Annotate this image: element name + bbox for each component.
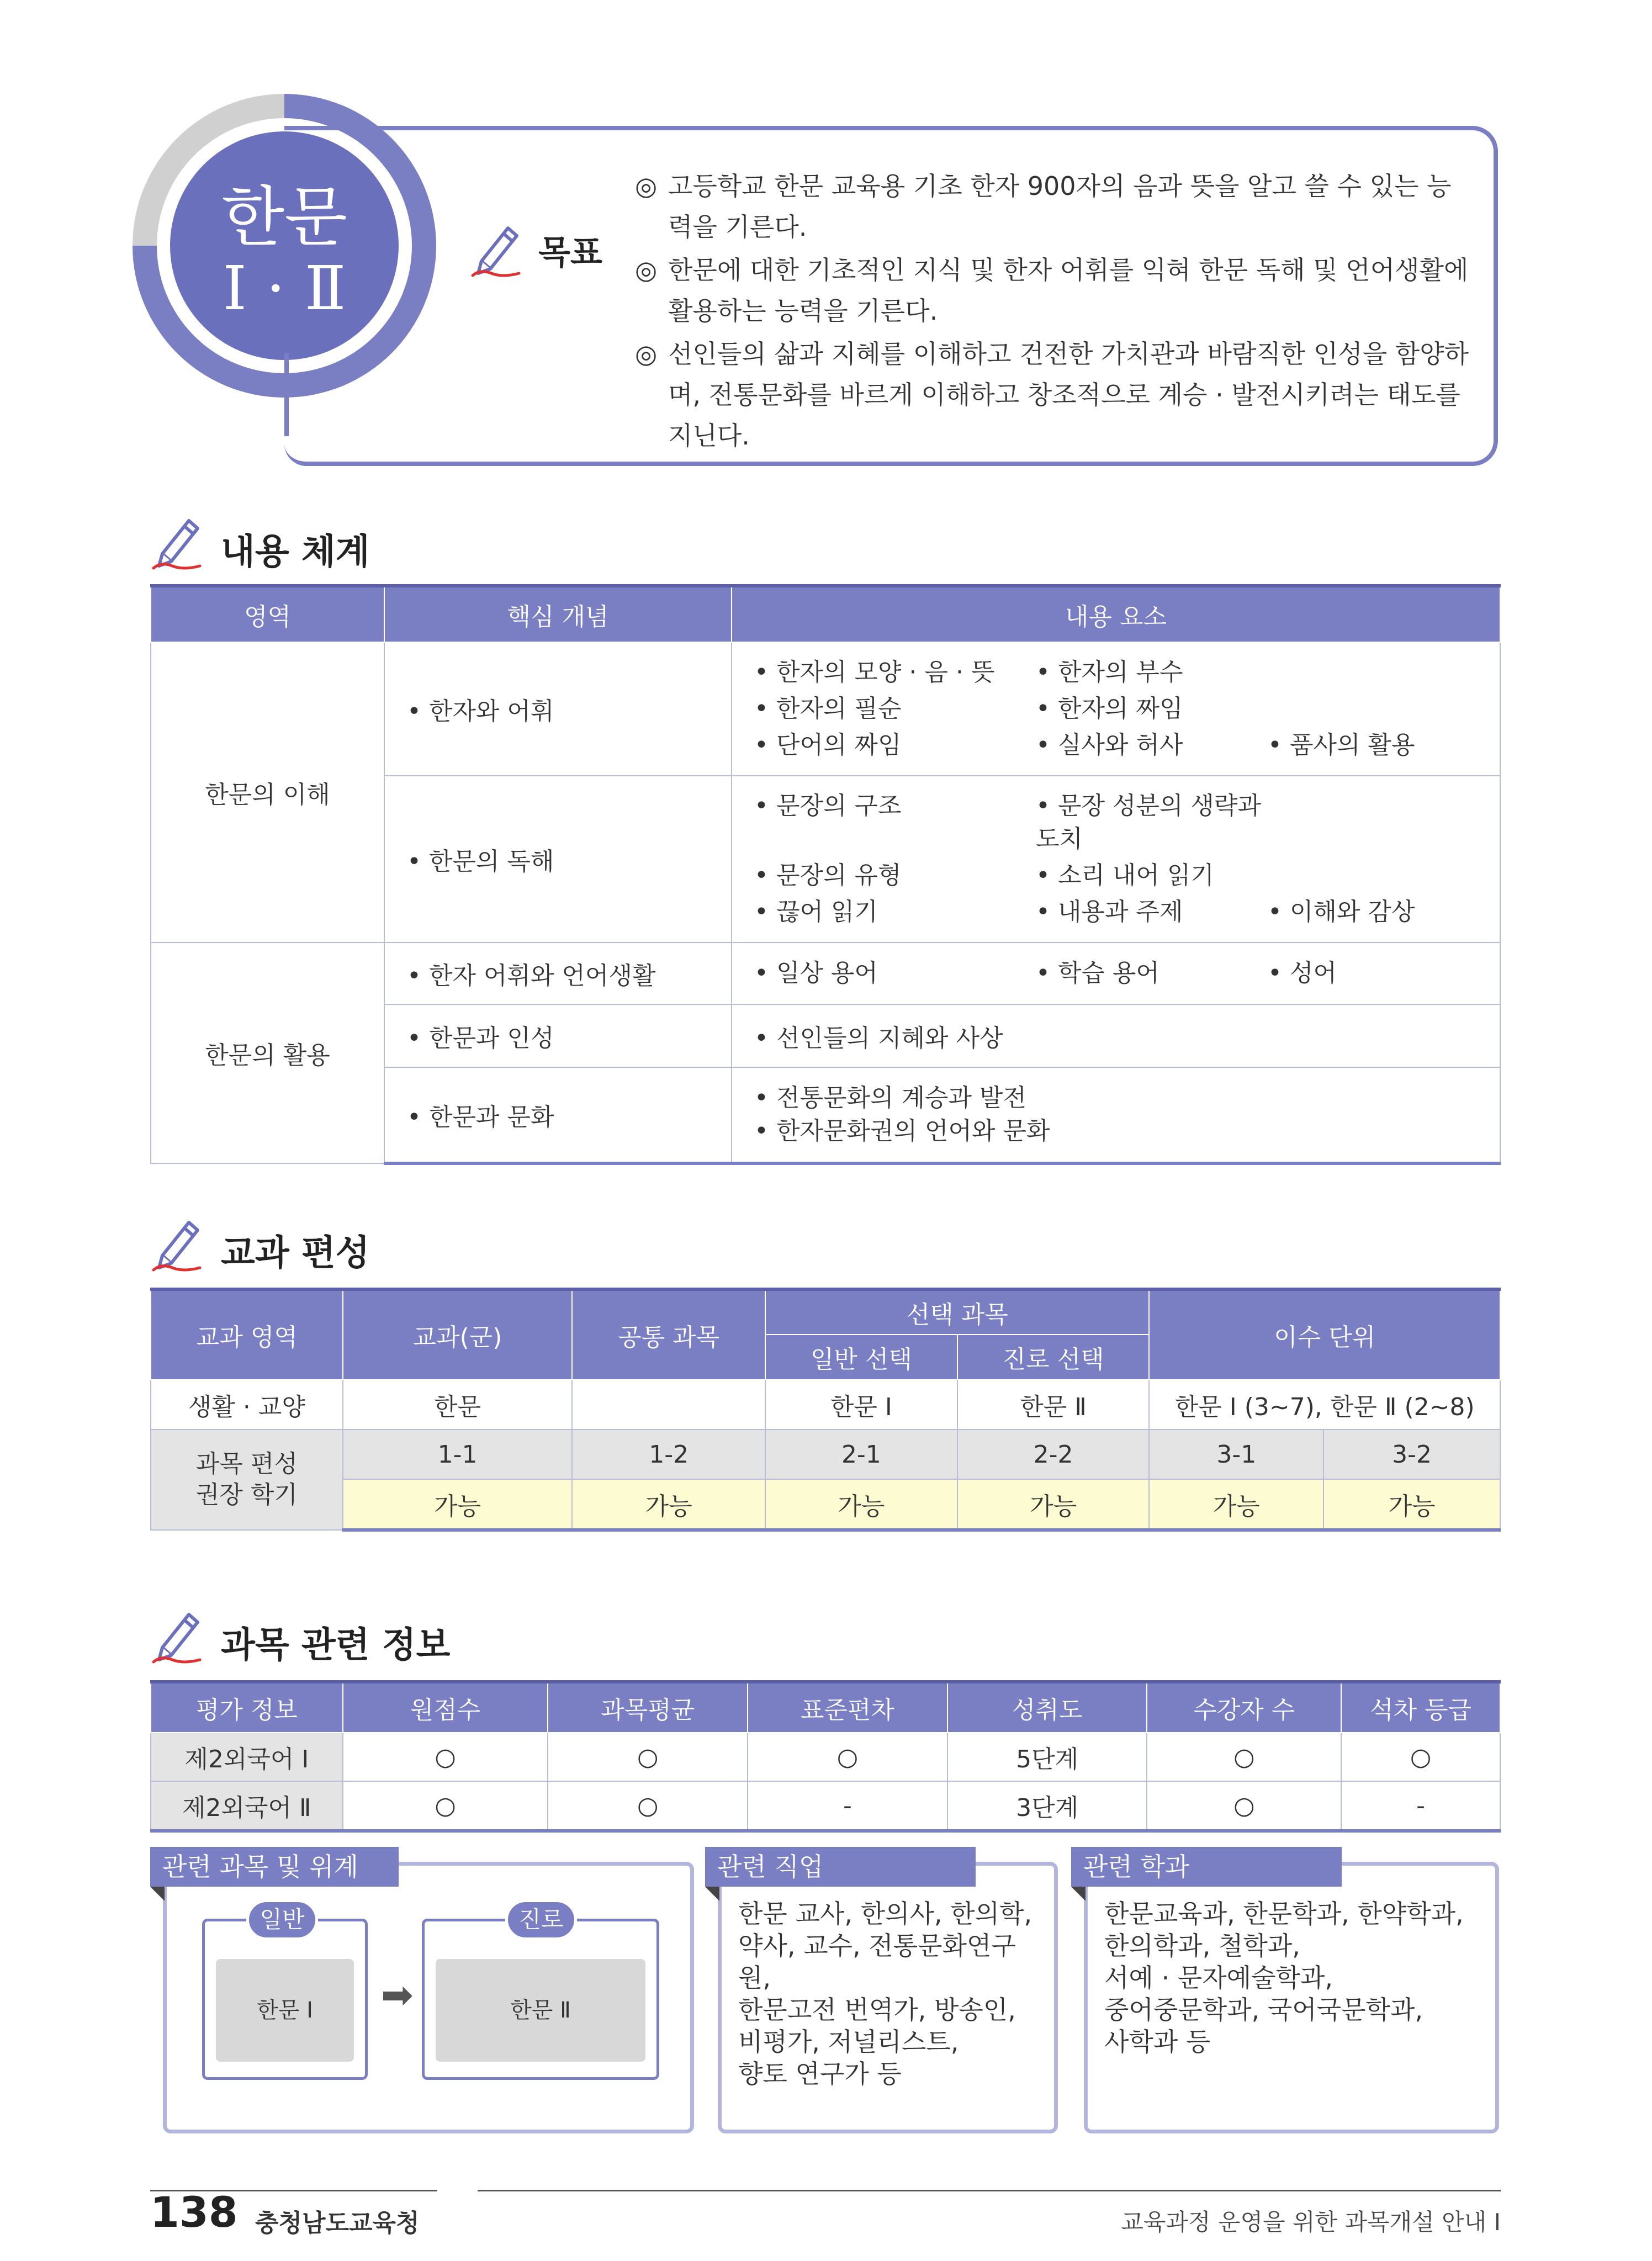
goal-list [635,166,1474,458]
title-line1: 한문 [221,179,347,255]
footer-org: 충청남도교육청 [255,2209,420,2237]
footer-rule-right [478,2190,1501,2191]
double-circle-icon: ◎ [635,339,658,369]
header-average: 과목평균 [548,1682,748,1733]
pencil-icon [150,1605,205,1665]
header-units: 이수 단위 [1149,1289,1500,1380]
availability-cell: 가능 [343,1479,573,1530]
row-header: 제2외국어 Ⅰ [151,1733,343,1781]
header-subject-group: 교과(군) [343,1289,573,1380]
header-area: 영역 [151,586,384,642]
info-cell: ○ [343,1733,548,1781]
cell-common [572,1380,765,1429]
cell-subject-group: 한문 [343,1380,573,1429]
info-cell: ○ [1147,1733,1341,1781]
concept-cell: • 한문과 인성 [384,1004,732,1067]
career-subject: 한문 Ⅱ [436,1959,645,2062]
header-common: 공통 과목 [572,1289,765,1380]
concept-cell: • 한문의 독해 [384,776,732,942]
pencil-icon [150,1212,205,1273]
general-panel [202,1919,368,2080]
info-cell: ○ [548,1733,748,1781]
goal-label: 목표 [538,234,602,272]
semester-cell: 1-2 [572,1429,765,1479]
goal-item: ◎ 한문에 대한 기초적인 지식 및 한자 어휘를 익혀 한문 독해 및 언어생활에 활용하는 능력을 기른다. [635,250,1474,331]
subject-info-heading: 과목 관련 정보 [221,1625,451,1666]
header-raw-score: 원점수 [343,1682,548,1733]
elements-cell: • 전통문화의 계승과 발전 • 한자문화권의 언어와 문화 [732,1067,1500,1163]
elements-cell: • 일상 용어 • 학습 용어 • 성어 [732,942,1500,1004]
related-majors-tab: 관련 학과 [1071,1847,1342,1887]
cell-units: 한문 Ⅰ (3~7), 한문 Ⅱ (2~8) [1149,1380,1500,1429]
availability-cell: 가능 [765,1479,957,1530]
content-system-heading: 내용 체계 [221,532,370,573]
title-line2: Ⅰ · Ⅱ [223,253,346,324]
semester-cell: 3-2 [1323,1429,1500,1479]
concept-cell: • 한자와 어휘 [384,642,732,776]
elements-cell: • 한자의 모양 · 음 · 뜻 • 한자의 부수 • 한자의 필순 • 한자의 짜임 • 단어의 짜임 • 실사와 허사 • 품사의 활용 [732,642,1500,776]
header-career: 진로 선택 [957,1335,1150,1380]
header-achievement: 성취도 [947,1682,1147,1733]
pencil-icon [150,511,205,571]
cell-general: 한문 Ⅰ [765,1380,957,1429]
concept-cell: • 한문과 문화 [384,1067,732,1163]
area-cell: 한문의 활용 [151,942,384,1163]
header-elements: 내용 요소 [732,586,1500,642]
cell-career: 한문 Ⅱ [957,1380,1150,1429]
concept-cell: • 한자 어휘와 언어생활 [384,942,732,1004]
semester-label: 과목 편성 권장 학기 [151,1429,343,1530]
footer-guide: 교육과정 운영을 위한 과목개설 안내 Ⅰ [1121,2209,1501,2236]
info-cell: ○ [343,1781,548,1831]
goal-box-left-edge [284,353,289,436]
related-majors-text: 한문교육과, 한문학과, 한약학과, 한의학과, 철학과, 서예 · 문자예술학과, 중어중문학과, 국어국문학과, 사학과 등 [1104,1899,1464,2057]
row-header: 제2외국어 Ⅱ [151,1781,343,1831]
header-eval-info: 평가 정보 [151,1682,343,1733]
header-elective: 선택 과목 [765,1289,1149,1335]
page-number: 138 [150,2188,238,2237]
area-cell: 한문의 이해 [151,642,384,942]
semester-cell: 1-1 [343,1429,573,1479]
cell-area: 생활 · 교양 [151,1380,343,1429]
semester-cell: 3-1 [1149,1429,1323,1479]
header-std-dev: 표준편차 [748,1682,947,1733]
career-pill: 진로 [505,1899,577,1940]
semester-cell: 2-2 [957,1429,1150,1479]
related-subjects-tab: 관련 과목 및 위계 [150,1847,399,1887]
info-cell: ○ [748,1733,947,1781]
pencil-icon [469,218,525,279]
double-circle-icon: ◎ [635,255,658,285]
header-area: 교과 영역 [151,1289,343,1380]
info-cell: ○ [1147,1781,1341,1831]
arrow-right-icon: ➡ [381,1972,414,2018]
general-pill: 일반 [246,1899,318,1940]
elements-cell: • 선인들의 지혜와 사상 [732,1004,1500,1067]
semester-cell: 2-1 [765,1429,957,1479]
related-jobs-text: 한문 교사, 한의사, 한의학, 약사, 교수, 전통문화연구원, 한문고전 번역가, 방송인, 비평가, 저널리스트, 향토 연구가 등 [738,1899,1032,2089]
related-jobs-tab: 관련 직업 [705,1847,976,1887]
availability-cell: 가능 [572,1479,765,1530]
content-system-table [150,584,1501,1165]
info-cell: - [1341,1781,1500,1831]
curriculum-table [150,1288,1501,1532]
header-students: 수강자 수 [1147,1682,1341,1733]
header-concept: 핵심 개념 [384,586,732,642]
curriculum-heading: 교과 편성 [221,1233,370,1274]
info-cell: ○ [1341,1733,1500,1781]
subject-info-table [150,1680,1501,1833]
elements-cell: • 문장의 구조 • 문장 성분의 생략과 도치 • 문장의 유형 • 소리 내어 읽기 • 끊어 읽기 • 내용과 주제 • 이해와 감상 [732,776,1500,942]
double-circle-icon: ◎ [635,171,658,201]
info-cell: 3단계 [947,1781,1147,1831]
info-cell: ○ [548,1781,748,1831]
general-subject: 한문 Ⅰ [216,1959,354,2062]
header-rank-grade: 석차 등급 [1341,1682,1500,1733]
info-cell: 5단계 [947,1733,1147,1781]
availability-cell: 가능 [957,1479,1150,1530]
goal-item: ◎ 선인들의 삶과 지혜를 이해하고 건전한 가치관과 바람직한 인성을 함양하며, 전통문화를 바르게 이해하고 창조적으로 계승 · 발전시키려는 태도를 지닌다. [635,333,1474,456]
header-general: 일반 선택 [765,1335,957,1380]
availability-cell: 가능 [1149,1479,1323,1530]
availability-cell: 가능 [1323,1479,1500,1530]
info-cell: - [748,1781,947,1831]
goal-item: ◎ 고등학교 한문 교육용 기초 한자 900자의 음과 뜻을 알고 쓸 수 있는 능력을 기른다. [635,166,1474,247]
career-panel [422,1919,659,2080]
